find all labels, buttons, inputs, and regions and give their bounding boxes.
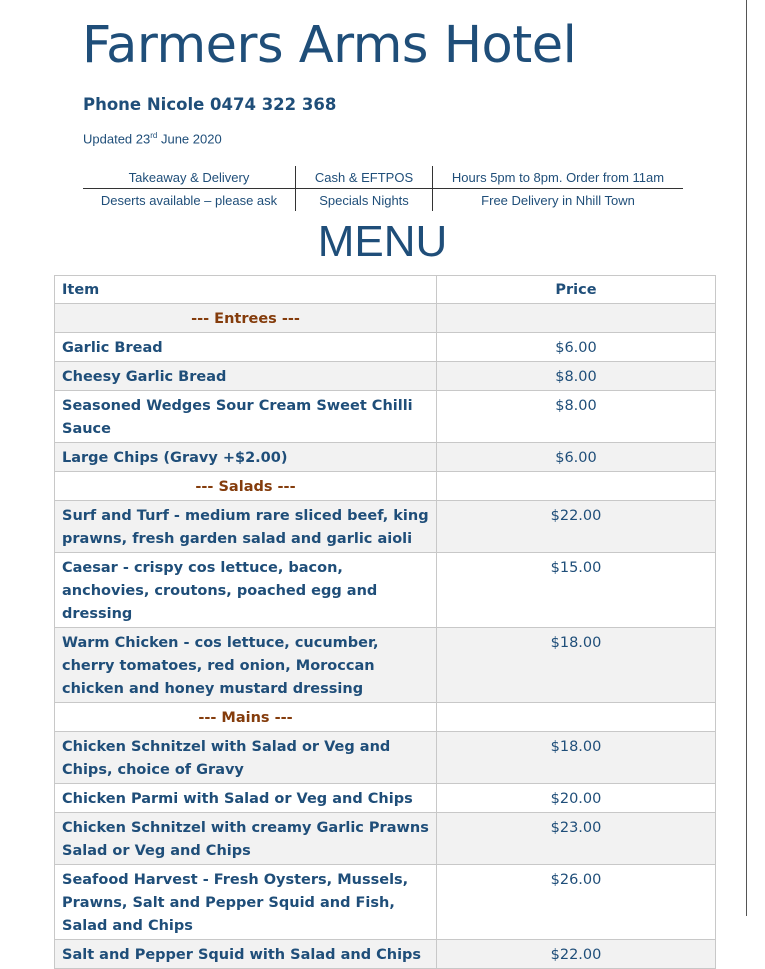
menu-item-row — [55, 333, 716, 362]
menu-item-row — [55, 391, 716, 443]
menu-item-price: $22.00 — [437, 940, 716, 969]
updated-prefix: Updated 23 — [83, 131, 151, 147]
menu-item-price — [437, 472, 716, 501]
section-title: --- Entrees --- — [55, 304, 437, 333]
menu-item-name: Surf and Turf - medium rare sliced beef, king prawns, fresh garden salad and garlic aioli — [55, 501, 437, 553]
item-column-header: Item — [55, 276, 437, 304]
menu-item-name: Garlic Bread — [55, 333, 437, 362]
updated-suffix: June 2020 — [157, 131, 222, 147]
menu-body — [55, 304, 716, 969]
menu-section-row — [55, 304, 716, 333]
menu-item-name: Large Chips (Gravy +$2.00) — [55, 443, 437, 472]
info-cell: Cash & EFTPOS — [296, 166, 433, 189]
menu-heading: MENU — [317, 217, 448, 266]
menu-item-name: Cheesy Garlic Bread — [55, 362, 437, 391]
menu-item-price: $15.00 — [437, 553, 716, 628]
menu-item-price: $22.00 — [437, 501, 716, 553]
info-cell: Takeaway & Delivery — [83, 166, 296, 189]
menu-item-price: $8.00 — [437, 391, 716, 443]
menu-item-name: Seafood Harvest - Fresh Oysters, Mussels, Prawns, Salt and Pepper Squid and Fish, Salad and Chips — [55, 865, 437, 940]
menu-item-name: Salt and Pepper Squid with Salad and Chips — [55, 940, 437, 969]
menu-table — [54, 275, 716, 969]
info-cell: Specials Nights — [296, 189, 433, 212]
page-edge-line — [746, 0, 747, 916]
menu-item-price: $6.00 — [437, 443, 716, 472]
menu-item-price: $23.00 — [437, 813, 716, 865]
menu-item-row — [55, 362, 716, 391]
menu-item-name: Warm Chicken - cos lettuce, cucumber, cherry tomatoes, red onion, Moroccan chicken and honey mustard dressing — [55, 628, 437, 703]
menu-item-price: $20.00 — [437, 784, 716, 813]
phone-line: Phone Nicole 0474 322 368 — [83, 95, 337, 114]
menu-item-row — [55, 865, 716, 940]
menu-item-row — [55, 628, 716, 703]
menu-item-name: Seasoned Wedges Sour Cream Sweet Chilli Sauce — [55, 391, 437, 443]
menu-item-price: $8.00 — [437, 362, 716, 391]
updated-ordinal: rd — [150, 131, 158, 140]
menu-item-row — [55, 813, 716, 865]
menu-item-price: $26.00 — [437, 865, 716, 940]
menu-item-row — [55, 940, 716, 969]
menu-item-row — [55, 784, 716, 813]
section-title: --- Salads --- — [55, 472, 437, 501]
menu-section-row — [55, 703, 716, 732]
info-cell: Deserts available – please ask — [83, 189, 296, 212]
menu-item-name: Chicken Parmi with Salad or Veg and Chips — [55, 784, 437, 813]
menu-item-price: $18.00 — [437, 628, 716, 703]
menu-item-name: Caesar - crispy cos lettuce, bacon, anchovies, croutons, poached egg and dressing — [55, 553, 437, 628]
menu-item-row — [55, 443, 716, 472]
menu-item-price: $18.00 — [437, 732, 716, 784]
menu-item-row — [55, 553, 716, 628]
info-table — [83, 166, 683, 211]
price-column-header: Price — [437, 276, 716, 304]
menu-item-price — [437, 703, 716, 732]
menu-item-row — [55, 501, 716, 553]
menu-header-row — [55, 276, 716, 304]
menu-item-row — [55, 732, 716, 784]
menu-item-name: Chicken Schnitzel with Salad or Veg and Chips, choice of Gravy — [55, 732, 437, 784]
menu-item-price: $6.00 — [437, 333, 716, 362]
menu-item-price — [437, 304, 716, 333]
menu-item-name: Chicken Schnitzel with creamy Garlic Prawns Salad or Veg and Chips — [55, 813, 437, 865]
updated-date — [83, 131, 222, 146]
section-title: --- Mains --- — [55, 703, 437, 732]
menu-section-row — [55, 472, 716, 501]
hotel-title: Farmers Arms Hotel — [82, 16, 577, 75]
info-cell: Hours 5pm to 8pm. Order from 11am — [433, 166, 684, 189]
info-cell: Free Delivery in Nhill Town — [481, 192, 635, 208]
